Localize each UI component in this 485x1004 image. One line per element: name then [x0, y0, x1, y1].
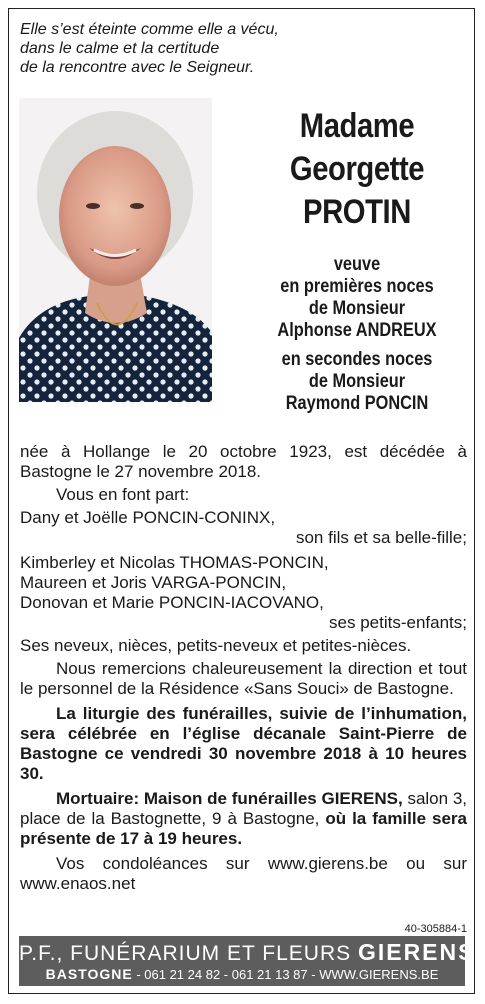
banner-line-2	[19, 966, 465, 982]
widow-line: de Monsieur	[308, 298, 406, 319]
grandchildren-relation: ses petits-enfants;	[329, 613, 467, 632]
first-name: Georgette	[289, 150, 425, 188]
son-names: Dany et Joëlle PONCIN-CONINX,	[20, 508, 276, 527]
announce-text: Vous en font part:	[56, 485, 190, 504]
mortuary-presence: où la famille sera présente de 17 à 19 heures.	[20, 809, 467, 848]
banner-town: BASTOGNE	[45, 966, 133, 982]
widow-line: en secondes noces	[281, 349, 433, 370]
son-relation: son fils et sa belle-fille;	[295, 528, 467, 547]
deceased-name	[261, 105, 454, 234]
condolences-text: Vos condoléances sur www.gierens.be ou sur www.enaos.net	[20, 854, 467, 893]
grandchild-names: Kimberley et Nicolas THOMAS-PONCIN,	[20, 553, 329, 572]
widow-line: en premières noces	[280, 276, 434, 297]
grandchild-names: Maureen et Joris VARGA-PONCIN,	[20, 573, 287, 592]
portrait-image	[19, 98, 212, 402]
widowhood-block	[261, 254, 454, 415]
widow-line: de Monsieur	[308, 371, 406, 392]
banner-prefix: P.F., FUNÉRARIUM ET FLEURS	[19, 942, 358, 965]
announcement-body	[20, 442, 467, 894]
name-title: Madame	[299, 107, 415, 145]
quote-line: Elle s’est éteinte comme elle a vécu,	[20, 21, 279, 38]
mortuary-lead: Mortuaire: Maison de funérailles GIERENS,	[56, 789, 403, 808]
banner-line-1	[19, 939, 476, 966]
other-relatives: Ses neveux, nièces, petits-neveux et petites-nièces.	[20, 636, 412, 655]
birth-death-text: née à Hollange le 20 octobre 1923, est décédée à Bastogne le 27 novembre 2018.	[20, 442, 467, 481]
reference-number: 40-305884-1	[404, 923, 467, 935]
liturgy-text: La liturgie des funérailles, suivie de l’inhumation, sera célébrée en l’église décanale Saint-Pierre de Bastogne ce vendredi 30 novembre 2018 à 10 heures 30.	[20, 704, 467, 783]
thanks-text: Nous remercions chaleureusement la direction et tout le personnel de la Résidence «Sans Souci» de Bastogne.	[20, 659, 467, 698]
banner-contacts: - 061 21 24 82 - 061 21 13 87 - WWW.GIERENS.BE	[132, 967, 439, 982]
epitaph-quote	[20, 20, 460, 77]
banner-company: GIERENS	[357, 939, 476, 965]
mortuary-text	[20, 789, 467, 849]
quote-line: de la rencontre avec le Seigneur.	[20, 59, 255, 76]
quote-line: dans le calme et la certitude	[20, 40, 220, 57]
widow-line: Alphonse ANDREUX	[277, 320, 437, 341]
mortuary-address: salon 3, place de la Bastognette, 9 à Bastogne,	[20, 789, 467, 828]
last-name: PROTIN	[303, 193, 411, 231]
widow-line: Raymond PONCIN	[285, 393, 429, 414]
funeral-home-banner	[19, 936, 476, 986]
grandchild-names: Donovan et Marie PONCIN-IACOVANO,	[20, 593, 324, 612]
widow-line: veuve	[333, 254, 381, 275]
portrait-photo	[19, 98, 212, 402]
